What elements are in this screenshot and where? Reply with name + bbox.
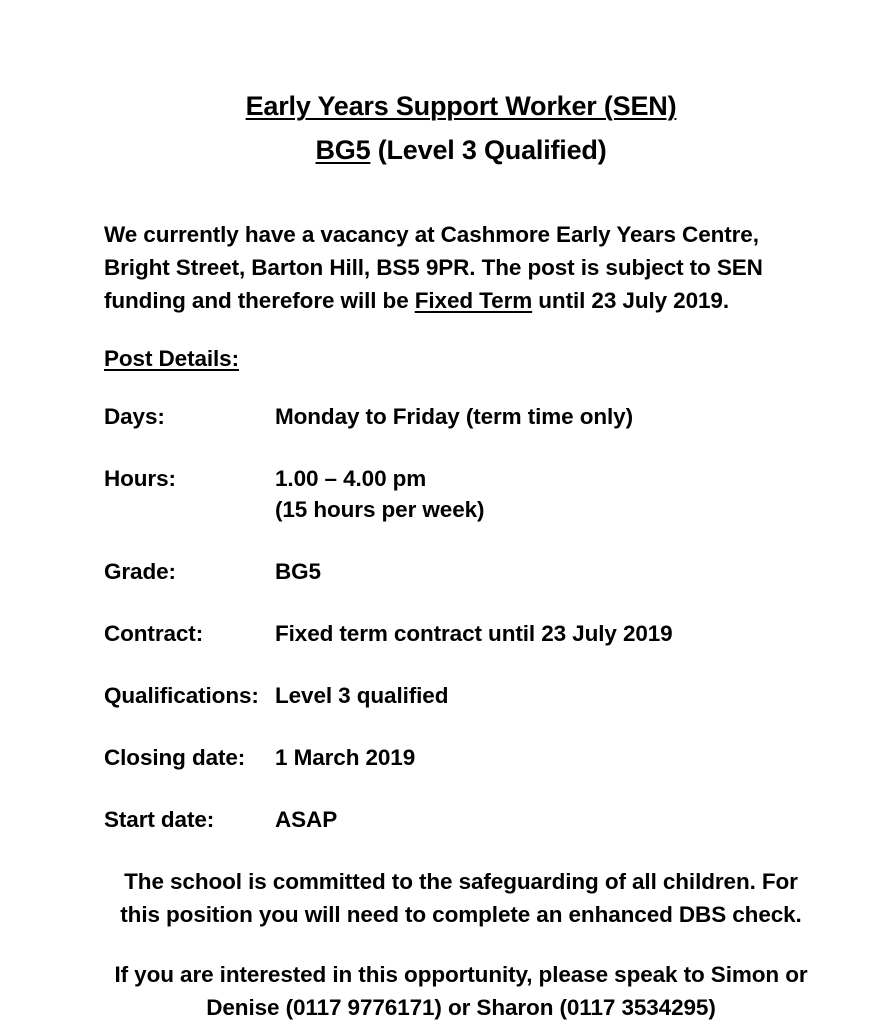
detail-value-hours — [275, 463, 818, 556]
intro-text-before: We currently have a vacancy at Cashmore Early Years Centre, Bright Street, Barton Hill, BS5 9PR. The post is subject to SEN funding and therefore will be — [104, 222, 763, 313]
intro-text-after: until 23 July 2019. — [532, 288, 729, 313]
intro-paragraph — [104, 172, 818, 317]
table-row — [104, 618, 818, 680]
table-row — [104, 680, 818, 742]
table-row — [104, 742, 818, 804]
detail-value-hours-line-1: 1.00 – 4.00 pm — [275, 466, 427, 491]
post-details-heading-text: Post Details: — [104, 346, 239, 371]
post-details-table — [104, 401, 818, 835]
detail-value-contract-line-1: Fixed term contract until 23 July 2019 — [275, 621, 673, 646]
detail-value-start-date-line-1: ASAP — [275, 807, 338, 832]
detail-value-closing-date — [275, 742, 818, 804]
detail-value-qualifications — [275, 680, 818, 742]
title-line-1: Early Years Support Worker (SEN) — [245, 91, 677, 121]
detail-label-contract: Contract: — [104, 621, 204, 646]
post-details-heading — [104, 317, 818, 374]
detail-value-closing-date-line-1: 1 March 2019 — [275, 745, 416, 770]
table-row — [104, 401, 818, 463]
detail-value-hours-line-2: (15 hours per week) — [275, 497, 485, 522]
detail-label-days: Days: — [104, 404, 165, 429]
detail-label-closing-date: Closing date: — [104, 745, 246, 770]
post-details-table-body — [104, 401, 818, 835]
detail-value-grade-line-1: BG5 — [275, 559, 321, 584]
contact-notice: If you are interested in this opportunity, please speak to Simon or Denise (0117 9776171) or Sharon (0117 3534295) — [114, 962, 808, 1020]
post-details-section — [104, 374, 818, 835]
detail-value-start-date — [275, 804, 818, 835]
table-row — [104, 556, 818, 618]
detail-label-qualifications: Qualifications: — [104, 683, 259, 708]
detail-value-days — [275, 401, 818, 463]
table-row — [104, 463, 818, 556]
page-title — [104, 0, 818, 172]
detail-label-hours: Hours: — [104, 466, 176, 491]
detail-label-grade: Grade: — [104, 559, 176, 584]
title-line-2-qualification: (Level 3 Qualified) — [370, 135, 607, 165]
title-line-2-grade: BG5 — [315, 135, 371, 165]
detail-value-contract — [275, 618, 818, 680]
detail-value-days-line-1: Monday to Friday (term time only) — [275, 404, 633, 429]
title-line-2 — [104, 128, 818, 172]
detail-value-grade — [275, 556, 818, 618]
detail-label-start-date: Start date: — [104, 807, 215, 832]
detail-value-qualifications-line-1: Level 3 qualified — [275, 683, 449, 708]
document-content — [104, 0, 818, 1024]
table-row — [104, 804, 818, 835]
safeguarding-notice: The school is committed to the safeguarding of all children. For this position you will need to complete an enhanced DBS check. — [120, 869, 802, 927]
intro-fixed-term-emphasis: Fixed Term — [414, 288, 533, 313]
